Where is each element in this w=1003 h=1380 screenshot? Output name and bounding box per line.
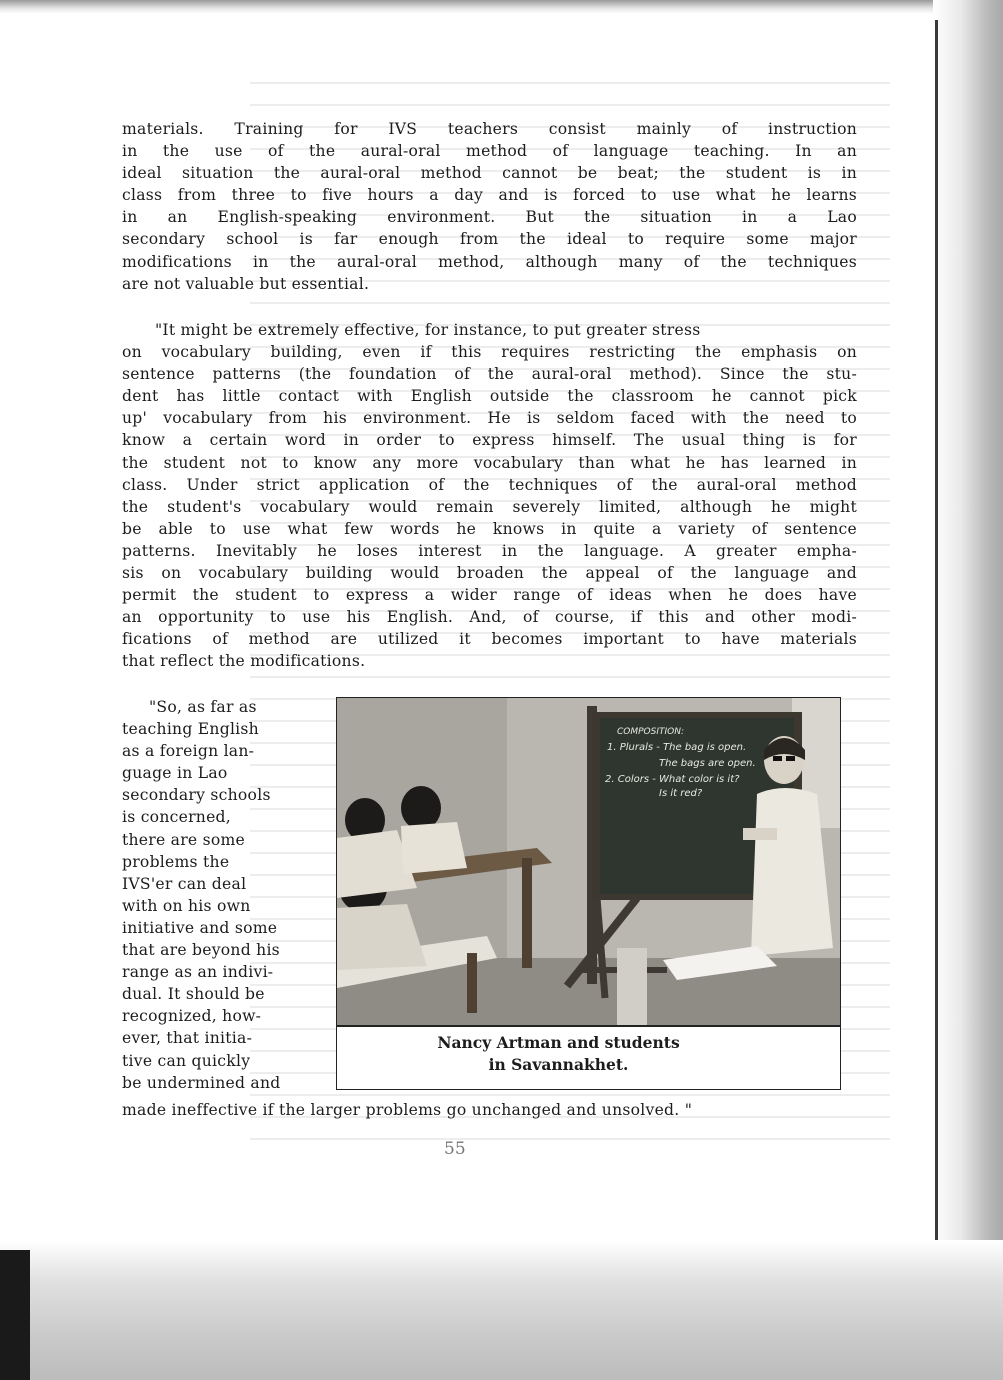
text-line: recognized, how- xyxy=(122,1007,262,1026)
scan-right-edge xyxy=(933,0,1003,1380)
text-line: the student not to know any more vocabulary than what he has learned in xyxy=(122,453,857,472)
caption-line: Nancy Artman and students xyxy=(437,1033,680,1052)
text-line: teaching English xyxy=(122,720,259,739)
text-line: patterns. Inevitably he loses interest in the language. A greater empha- xyxy=(122,541,857,560)
text-line: dent has little contact with English outside the classroom he cannot pick xyxy=(122,387,857,406)
text-line: sentence patterns (the foundation of the aural-oral method). Since the stu- xyxy=(122,365,857,384)
text-line: be undermined and xyxy=(122,1073,281,1092)
board-line: Is it red? xyxy=(659,788,703,799)
text-line: ideal situation the aural-oral method cannot be beat; the student is in xyxy=(122,164,857,183)
paragraph-materials xyxy=(122,118,857,295)
paragraph-vocabulary xyxy=(122,319,857,673)
page-binding-line xyxy=(935,20,938,1240)
text-line: "It might be extremely effective, for instance, to put greater stress xyxy=(155,321,701,339)
text-line: guage in Lao xyxy=(122,764,228,783)
text-line: IVS'er can deal xyxy=(122,874,247,893)
text-line: up' vocabulary from his environment. He is seldom faced with the need to xyxy=(122,409,857,428)
scan-bottom-edge xyxy=(0,1240,1003,1380)
text-line: secondary schools xyxy=(122,786,271,805)
text-line: permit the student to express a wider range of ideas when he does have xyxy=(122,586,857,605)
text-line: modifications in the aural-oral method, although many of the techniques xyxy=(122,252,857,271)
text-line: know a certain word in order to express himself. The usual thing is for xyxy=(122,431,857,450)
text-line: class. Under strict application of the techniques of the aural-oral method xyxy=(122,475,857,494)
text-line: ever, that initia- xyxy=(122,1029,253,1048)
text-line: in the use of the aural-oral method of language teaching. In an xyxy=(122,142,857,161)
text-line: on vocabulary building, even if this requires restricting the emphasis on xyxy=(122,343,857,362)
text-line: be able to use what few words he knows in quite a variety of sentence xyxy=(122,519,857,538)
photo-caption-box xyxy=(336,1025,841,1090)
text-line: in an English-speaking environment. But the situation in a Lao xyxy=(122,208,857,227)
text-line: that are beyond his xyxy=(122,941,280,960)
caption-line: in Savannakhet. xyxy=(488,1055,629,1074)
board-line: COMPOSITION: xyxy=(617,727,685,737)
text-line: with on his own xyxy=(122,896,251,915)
text-line: that reflect the modifications. xyxy=(122,652,366,671)
classroom-photo-drawing xyxy=(337,698,840,1026)
text-line: "So, as far as xyxy=(149,698,257,716)
text-line: there are some xyxy=(122,830,246,849)
text-line: dual. It should be xyxy=(122,985,265,1004)
text-line: fications of method are utilized it becomes important to have materials xyxy=(122,630,857,649)
text-line: made ineffective if the larger problems go unchanged and unsolved. " xyxy=(122,1101,693,1119)
text-line: range as an indivi- xyxy=(122,963,274,982)
text-line: initiative and some xyxy=(122,918,278,937)
board-line: The bags are open. xyxy=(659,758,756,769)
scan-corner-shadow xyxy=(0,1250,30,1380)
text-line: the student's vocabulary would remain severely limited, although he might xyxy=(122,497,857,516)
text-line: is concerned, xyxy=(122,808,231,827)
text-line: as a foreign lan- xyxy=(122,742,255,761)
text-line: tive can quickly xyxy=(122,1051,251,1070)
page-number: 55 xyxy=(444,1139,466,1159)
text-line: materials. Training for IVS teachers consist mainly of instruction xyxy=(122,120,857,138)
paragraph-closing xyxy=(122,1099,857,1121)
scan-top-edge xyxy=(0,0,1003,14)
board-line: 2. Colors - What color is it? xyxy=(605,774,740,785)
text-line: problems the xyxy=(122,852,230,871)
paragraph-so-as-far xyxy=(122,696,312,1094)
classroom-photo xyxy=(336,697,841,1027)
board-line: 1. Plurals - The bag is open. xyxy=(607,742,747,753)
text-line: secondary school is far enough from the ideal to require some major xyxy=(122,230,857,249)
text-line: an opportunity to use his English. And, of course, if this and other modi- xyxy=(122,608,857,627)
text-line: sis on vocabulary building would broaden the appeal of the language and xyxy=(122,564,857,583)
text-line: are not valuable but essential. xyxy=(122,274,370,293)
text-line: class from three to five hours a day and is forced to use what he learns xyxy=(122,186,857,205)
